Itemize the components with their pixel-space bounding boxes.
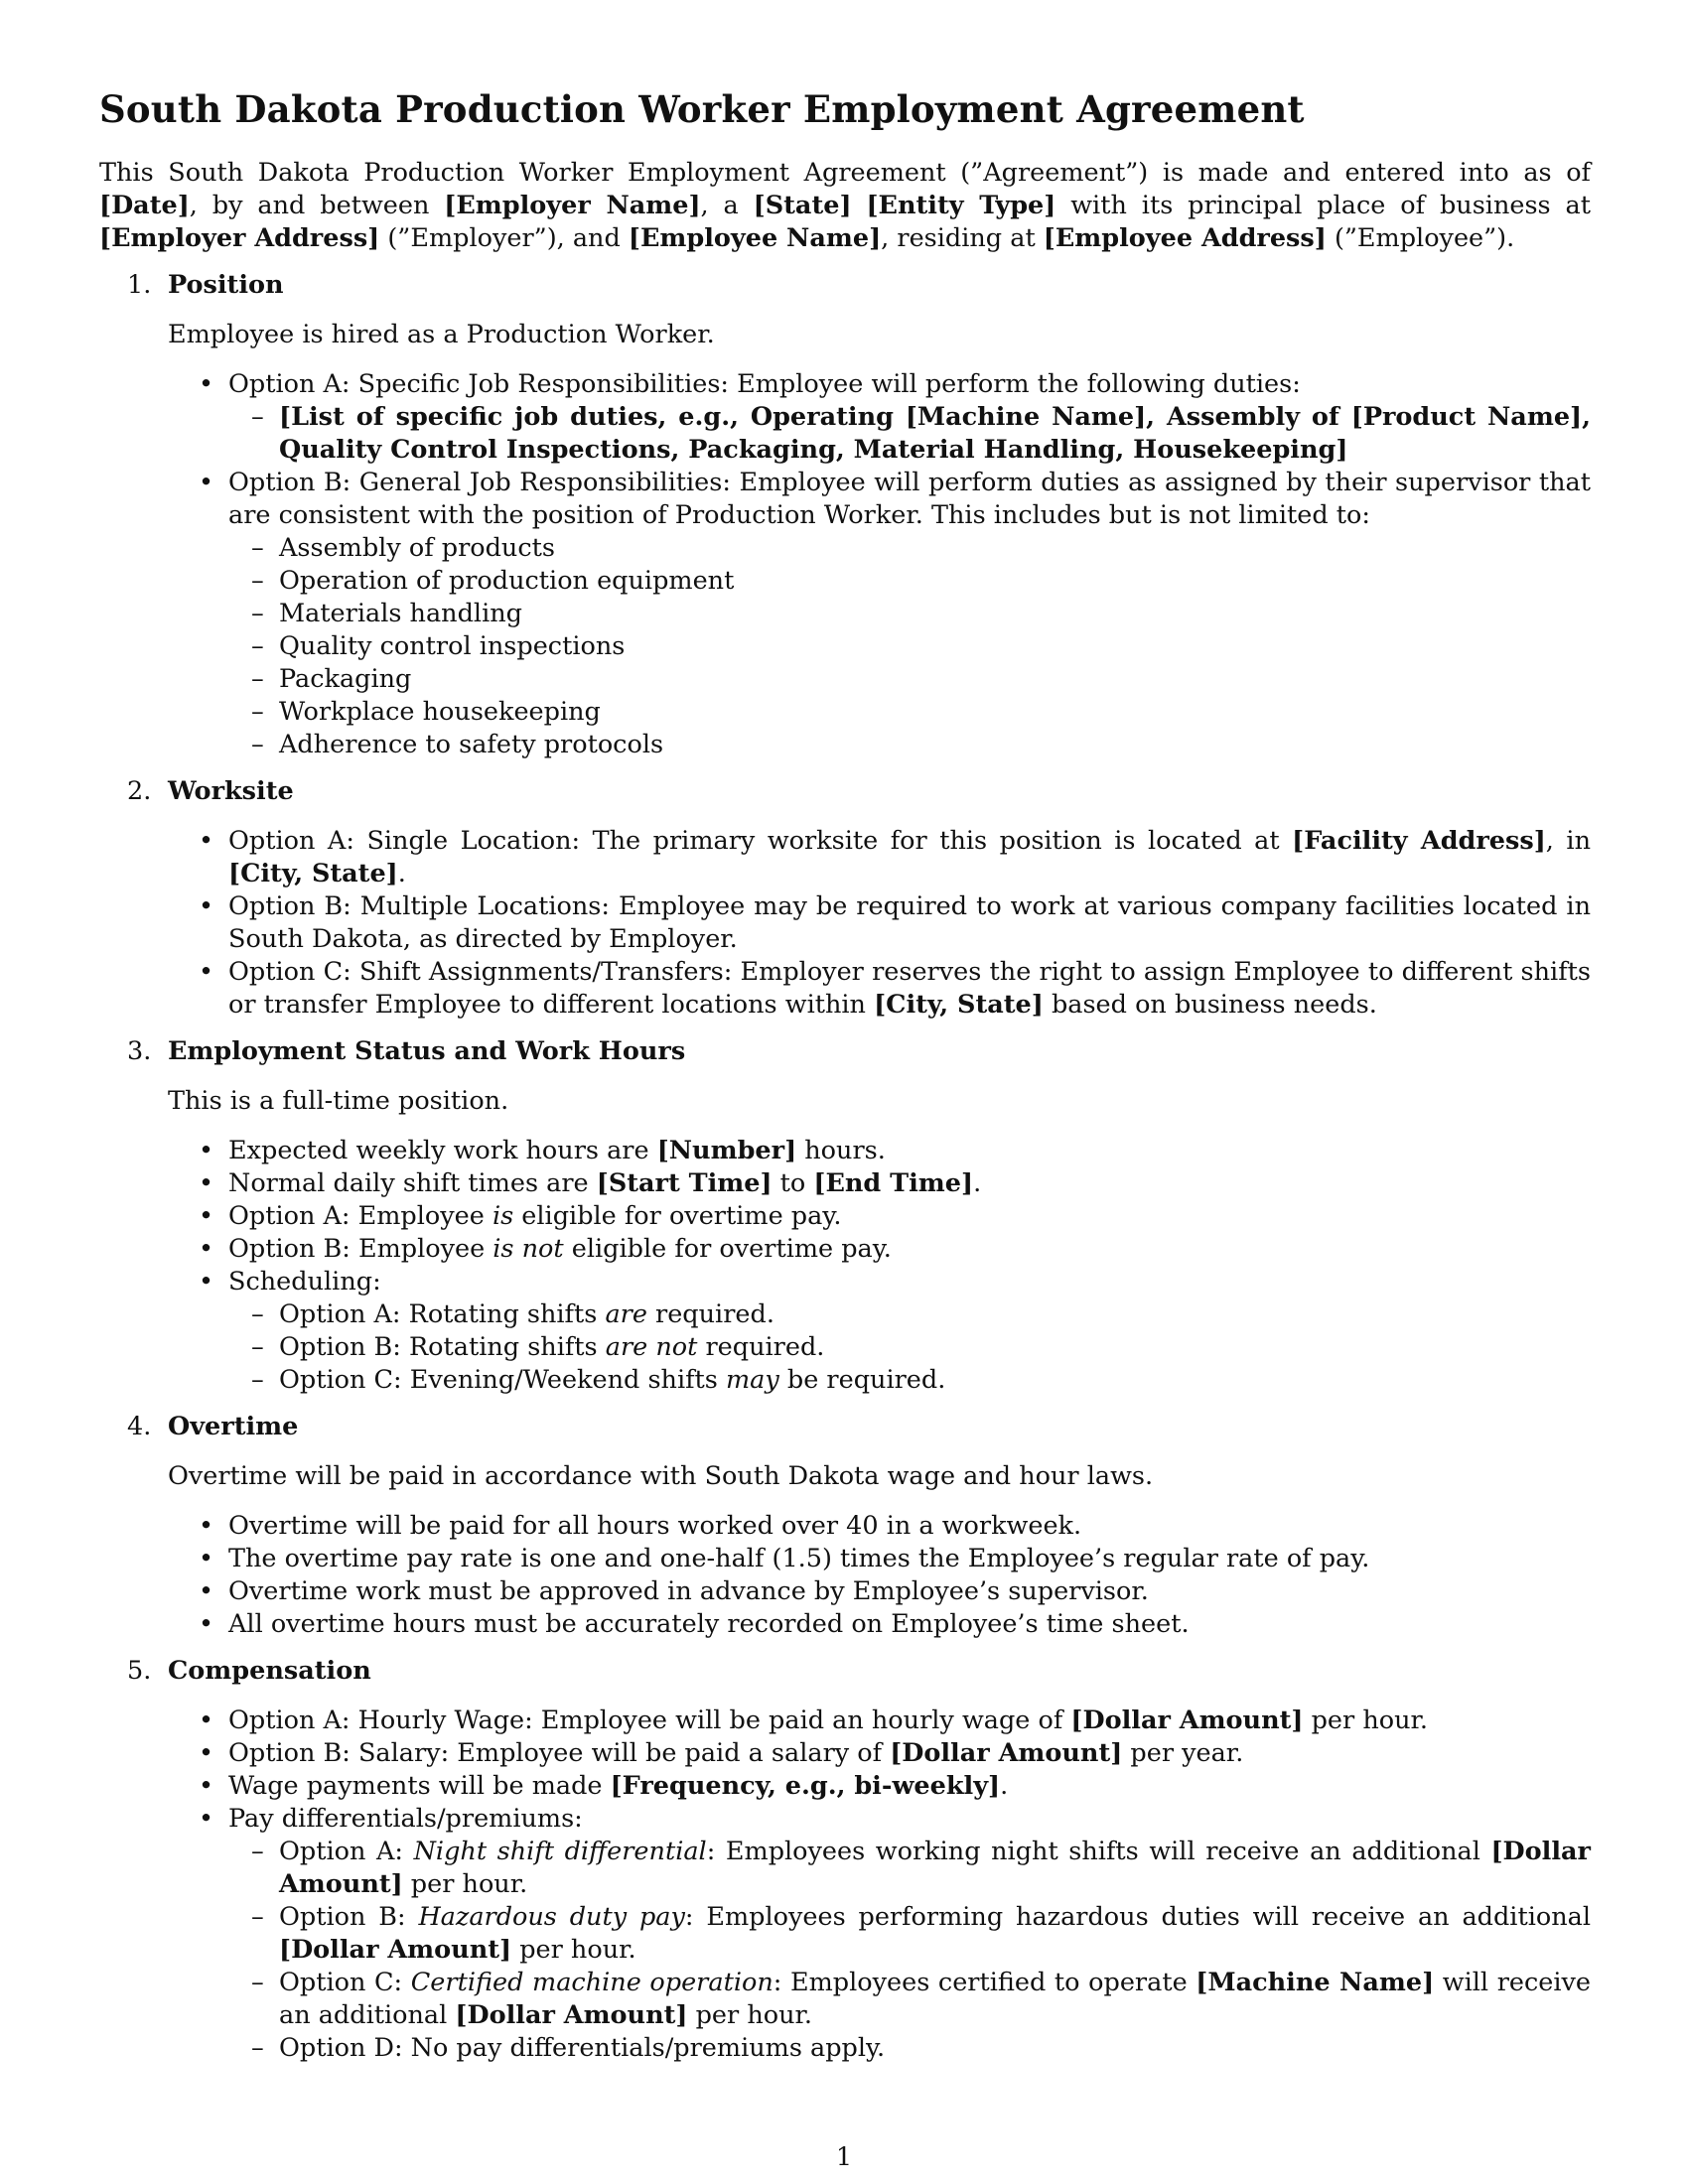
item-text: Option A: Employee xyxy=(228,1201,492,1231)
overtime-list xyxy=(168,1510,1591,1641)
intro-text: , a xyxy=(700,191,754,220)
item-text: per hour. xyxy=(511,1935,636,1965)
section-number: 4. xyxy=(127,1412,152,1441)
item-text: Expected weekly work hours are xyxy=(228,1136,657,1165)
emphasis-text: Night shift differential xyxy=(413,1837,707,1866)
sub-list xyxy=(228,401,1591,467)
sub-list-item xyxy=(228,1836,1591,1901)
duties-placeholder: [List of specific job duties, e.g., Operating xyxy=(279,402,906,432)
item-text: : Employees working night shifts will receive an additional xyxy=(706,1837,1491,1866)
machine-name-placeholder: [Machine Name] xyxy=(905,402,1147,432)
facility-address-placeholder: [Facility Address] xyxy=(1292,826,1546,856)
sub-list-item xyxy=(228,401,1591,467)
emphasis-text: Hazardous duty pay xyxy=(418,1902,685,1932)
item-text: Option A: Hourly Wage: Employee will be paid an hourly wage of xyxy=(228,1706,1071,1735)
number-placeholder: [Number] xyxy=(656,1136,797,1165)
dollar-amount-placeholder: [Dollar Amount] xyxy=(279,1935,512,1965)
item-text: Option B: xyxy=(279,1902,419,1932)
position-options xyxy=(168,368,1591,761)
sub-list xyxy=(228,1298,1591,1397)
list-item: • Overtime work must be approved in advance by Employee’s supervisor. xyxy=(168,1575,1591,1608)
item-text: required. xyxy=(646,1299,774,1329)
intro-text: , by and between xyxy=(189,191,445,220)
emphasis-text: are xyxy=(605,1299,647,1329)
duties-placeholder: , Quality Control Inspections, Packaging, Material Handling, Housekeeping] xyxy=(279,402,1591,465)
option-text: , in xyxy=(1545,826,1591,856)
section-number: 5. xyxy=(127,1656,152,1686)
section-compensation xyxy=(99,1655,1591,2065)
section-number: 3. xyxy=(127,1036,152,1066)
list-item xyxy=(168,1803,1591,2065)
sub-list-item xyxy=(228,1364,1591,1397)
list-item xyxy=(168,1705,1591,1737)
section-overtime xyxy=(99,1411,1591,1641)
document-title: South Dakota Production Worker Employment Agreement xyxy=(99,87,1305,131)
section-title: Compensation xyxy=(168,1656,371,1686)
item-text: Option C: xyxy=(279,1968,411,1997)
sub-list-item xyxy=(228,1967,1591,2032)
list-item xyxy=(168,467,1591,761)
compensation-list xyxy=(168,1705,1591,2065)
sub-list-item xyxy=(228,1901,1591,1967)
section-title: Overtime xyxy=(168,1412,299,1441)
list-item xyxy=(168,1167,1591,1200)
item-text: eligible for overtime pay. xyxy=(513,1201,842,1231)
list-item xyxy=(168,368,1591,467)
item-text: Wage payments will be made xyxy=(228,1771,611,1801)
item-text: Scheduling: xyxy=(228,1267,381,1297)
item-text: Normal daily shift times are xyxy=(228,1168,597,1198)
list-item xyxy=(168,825,1591,890)
section-employment-status xyxy=(99,1035,1591,1397)
sub-list-item: – Materials handling xyxy=(228,598,1591,630)
sub-list-item: – Assembly of products xyxy=(228,532,1591,565)
option-text: Option B: General Job Responsibilities: Employee will perform duties as assigned by their supervisor that are consistent with the position of Production Worker. This includes but is not limited to: xyxy=(228,468,1591,530)
item-text: Option C: Evening/Weekend shifts xyxy=(279,1365,726,1395)
sub-list-item: – Operation of production equipment xyxy=(228,565,1591,598)
emphasis-text: may xyxy=(726,1365,779,1395)
sub-list-item: – Quality control inspections xyxy=(228,630,1591,663)
list-item xyxy=(168,956,1591,1022)
section-title: Employment Status and Work Hours xyxy=(168,1036,686,1066)
sub-list xyxy=(228,532,1591,761)
sub-list-item: – Packaging xyxy=(228,663,1591,696)
city-state-placeholder: [City, State] xyxy=(874,990,1044,1020)
intro-text xyxy=(852,191,867,220)
item-text: Option A: Rotating shifts xyxy=(279,1299,606,1329)
start-time-placeholder: [Start Time] xyxy=(596,1168,773,1198)
intro-text: This South Dakota Production Worker Employment Agreement (”Agreement”) is made and entered into as of xyxy=(99,158,1591,188)
intro-text: with its principal place of business at xyxy=(1055,191,1591,220)
dollar-amount-placeholder: [Dollar Amount] xyxy=(1070,1706,1304,1735)
sub-list xyxy=(228,1836,1591,2065)
section-number: 1. xyxy=(127,270,152,300)
section-lead: This is a full-time position. xyxy=(168,1086,509,1116)
item-text: per hour. xyxy=(402,1869,528,1899)
item-text: per hour. xyxy=(687,2000,813,2030)
item-text: hours. xyxy=(796,1136,886,1165)
sub-list-item xyxy=(228,1298,1591,1331)
list-item xyxy=(168,1266,1591,1397)
item-text: Option B: Salary: Employee will be paid a salary of xyxy=(228,1738,891,1768)
worksite-options xyxy=(168,825,1591,1022)
list-item xyxy=(168,1135,1591,1167)
sub-list-item: – Adherence to safety protocols xyxy=(228,729,1591,761)
section-position xyxy=(99,269,1591,761)
frequency-placeholder: [Frequency, e.g., bi-weekly] xyxy=(610,1771,1001,1801)
item-text: : Employees certified to operate xyxy=(773,1968,1196,1997)
sub-list-item: – Option D: No pay differentials/premiums apply. xyxy=(228,2032,1591,2065)
intro-text: (”Employer”), and xyxy=(379,223,629,253)
item-text: . xyxy=(973,1168,982,1198)
list-item: • The overtime pay rate is one and one-half (1.5) times the Employee’s regular rate of pay. xyxy=(168,1543,1591,1575)
intro-paragraph xyxy=(99,157,1591,255)
section-title: Worksite xyxy=(168,776,294,806)
option-text: based on business needs. xyxy=(1043,990,1377,1020)
date-placeholder: [Date] xyxy=(99,191,190,220)
city-state-placeholder: [City, State] xyxy=(228,859,398,888)
emphasis-text: is xyxy=(492,1201,514,1231)
list-item xyxy=(168,1233,1591,1266)
sub-list-item: – Workplace housekeeping xyxy=(228,696,1591,729)
item-text: . xyxy=(1000,1771,1009,1801)
section-title: Position xyxy=(168,270,284,300)
duties-placeholder: , Assembly of xyxy=(1146,402,1351,432)
option-text: . xyxy=(397,859,406,888)
machine-name-placeholder: [Machine Name] xyxy=(1196,1968,1435,1997)
list-item: • Overtime will be paid for all hours worked over 40 in a workweek. xyxy=(168,1510,1591,1543)
employer-name-placeholder: [Employer Name] xyxy=(444,191,701,220)
entity-type-placeholder: [Entity Type] xyxy=(866,191,1056,220)
state-placeholder: [State] xyxy=(753,191,852,220)
page-number: 1 xyxy=(835,2142,853,2172)
item-text: per hour. xyxy=(1303,1706,1429,1735)
item-text: Option A: xyxy=(279,1837,414,1866)
list-item xyxy=(168,1737,1591,1770)
hours-list xyxy=(168,1135,1591,1397)
list-item xyxy=(168,1770,1591,1803)
option-text: Option C: Shift Assignments/Transfers: Employer reserves the right to assign Employee to different shifts or transfer Employee to different locations within xyxy=(228,957,1591,1020)
document-page xyxy=(99,87,1591,2065)
emphasis-text: are not xyxy=(605,1332,698,1362)
list-item: • All overtime hours must be accurately recorded on Employee’s time sheet. xyxy=(168,1608,1591,1641)
section-lead: Employee is hired as a Production Worker. xyxy=(168,320,715,349)
sub-list-item xyxy=(228,1331,1591,1364)
section-lead: Overtime will be paid in accordance with South Dakota wage and hour laws. xyxy=(168,1461,1154,1491)
option-text: Option A: Single Location: The primary worksite for this position is located at xyxy=(228,826,1293,856)
item-text: will receive an additional xyxy=(279,1968,1592,2030)
item-text: required. xyxy=(697,1332,825,1362)
employee-name-placeholder: [Employee Name] xyxy=(628,223,882,253)
list-item xyxy=(168,1200,1591,1233)
intro-text: , residing at xyxy=(881,223,1044,253)
list-item: • Option B: Multiple Locations: Employee may be required to work at various company facilities located in South Dakota, as directed by Employer. xyxy=(168,890,1591,956)
item-text: eligible for overtime pay. xyxy=(563,1234,892,1264)
item-text: per year. xyxy=(1122,1738,1244,1768)
product-name-placeholder: [Product Name] xyxy=(1350,402,1583,432)
intro-text: (”Employee”). xyxy=(1326,223,1515,253)
section-number: 2. xyxy=(127,776,152,806)
emphasis-text: is not xyxy=(492,1234,564,1264)
employee-address-placeholder: [Employee Address] xyxy=(1043,223,1327,253)
item-text: Pay differentials/premiums: xyxy=(228,1804,583,1834)
section-worksite xyxy=(99,775,1591,1022)
item-text: : Employees performing hazardous duties will receive an additional xyxy=(684,1902,1591,1932)
dollar-amount-placeholder: [Dollar Amount] xyxy=(890,1738,1123,1768)
item-text: Option B: Rotating shifts xyxy=(279,1332,606,1362)
item-text: be required. xyxy=(778,1365,946,1395)
employer-address-placeholder: [Employer Address] xyxy=(99,223,380,253)
item-text: Option B: Employee xyxy=(228,1234,493,1264)
option-text: Option A: Specific Job Responsibilities: Employee will perform the following duties: xyxy=(228,369,1301,399)
dollar-amount-placeholder: [Dollar Amount] xyxy=(279,1837,1591,1899)
emphasis-text: Certified machine operation xyxy=(410,1968,774,1997)
dollar-amount-placeholder: [Dollar Amount] xyxy=(455,2000,688,2030)
item-text: to xyxy=(772,1168,814,1198)
end-time-placeholder: [End Time] xyxy=(813,1168,974,1198)
